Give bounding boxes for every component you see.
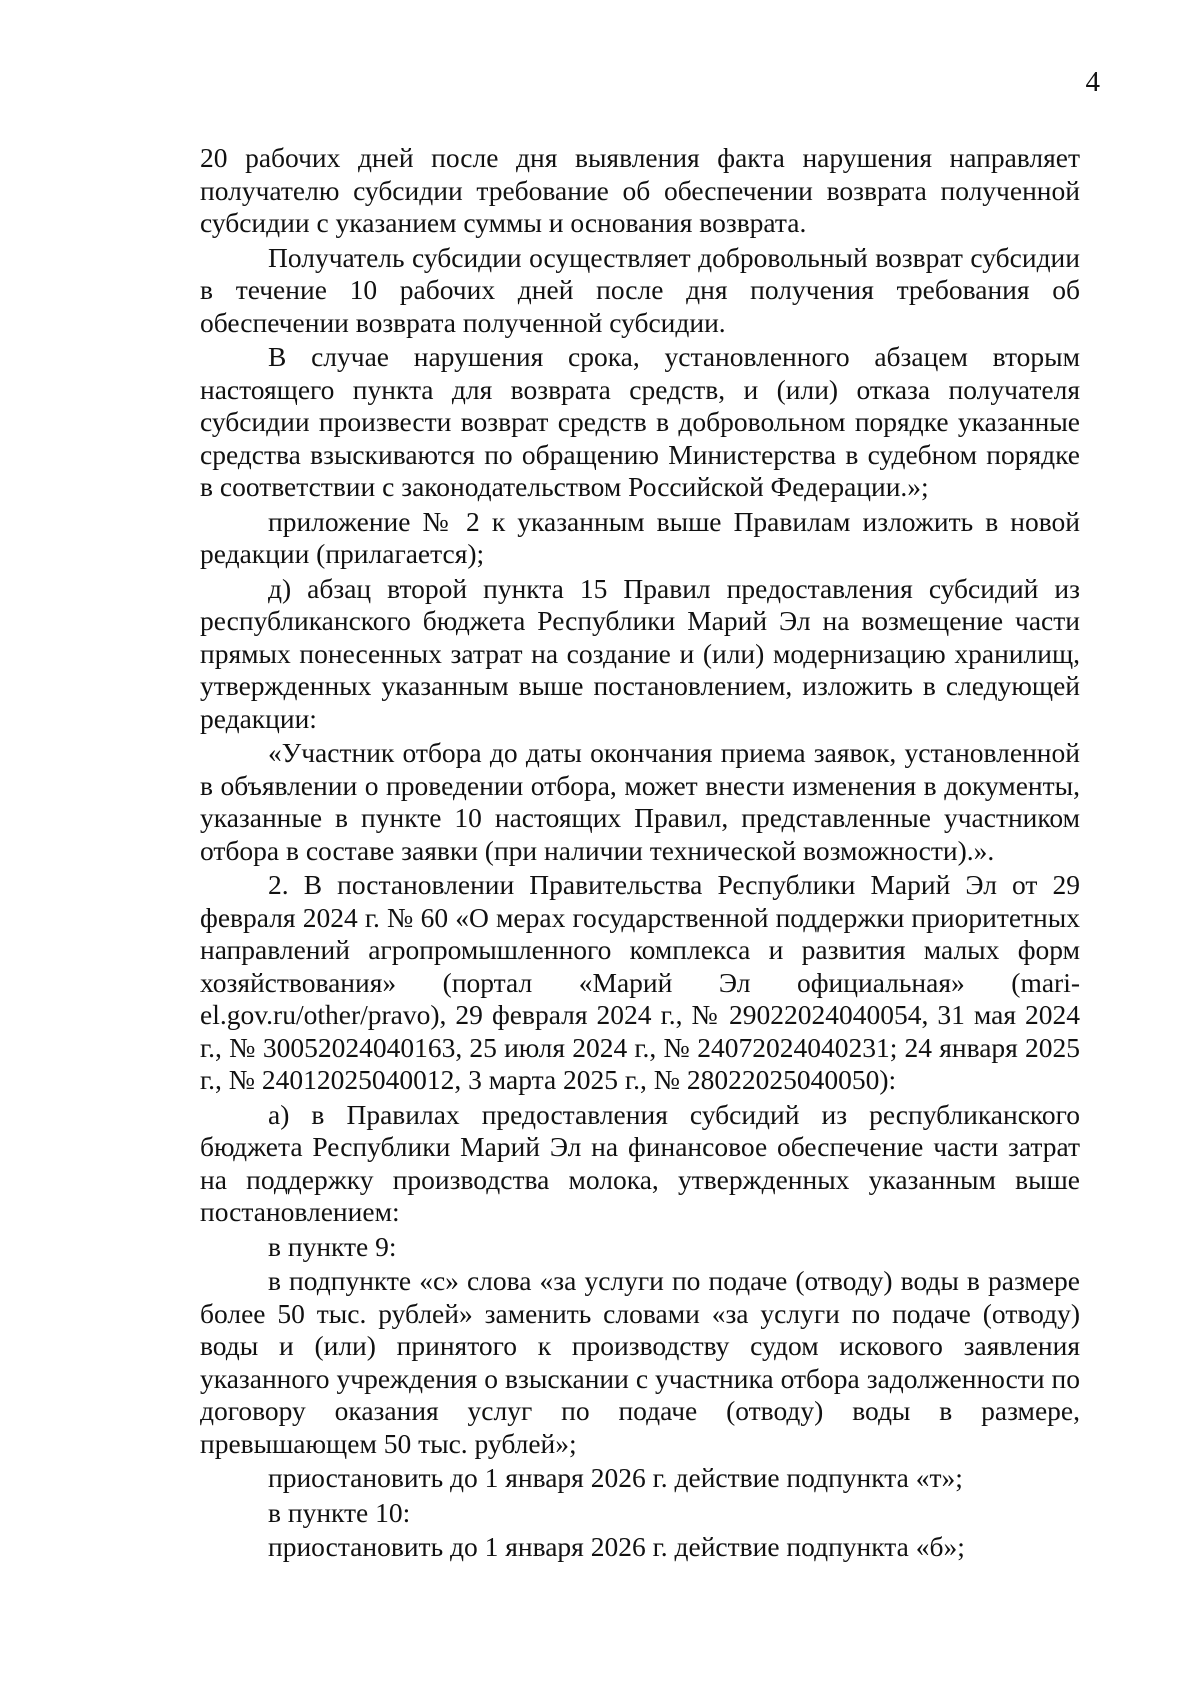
paragraph-suspend-t: приостановить до 1 января 2026 г. действие подпункта «т»; — [268, 1462, 963, 1493]
paragraph-point-9: в пункте 9: — [268, 1230, 397, 1262]
document-body — [200, 142, 1080, 1564]
paragraph-court-recovery: В случае нарушения срока, установленного абзацем вторым настоящего пункта для возврата средств, и (или) отказа получателя субсидии произвести возврат средств в добровольном порядке указанные средства взыскиваются по обращению Министерства в судебном порядке в соответствии с законодательством Российской Федерации.»; — [200, 341, 1080, 502]
paragraph-quoted-rule: «Участник отбора до даты окончания приема заявок, установленной в объявлении о проведении отбора, может внести изменения в документы, указанные в пункте 10 настоящих Правил, представленные участником отбора в составе заявки (при наличии технической возможности).». — [200, 737, 1080, 866]
paragraph-return-demand: 20 рабочих дней после дня выявления факта нарушения направляет получателю субсидии требование об обеспечении возврата полученной субсидии с указанием суммы и основания возврата. — [200, 142, 1080, 238]
page-number: 4 — [1085, 66, 1100, 98]
paragraph-suspend-b: приостановить до 1 января 2026 г. действие подпункта «б»; — [268, 1531, 965, 1562]
paragraph-item-a: а) в Правилах предоставления субсидий из республиканского бюджета Республики Марий Эл на финансовое обеспечение части затрат на поддержку производства молока, утвержденных указанным выше постановлением: — [200, 1098, 1080, 1227]
paragraph-subpoint-s: в подпункте «с» слова «за услуги по подаче (отводу) воды в размере более 50 тыс. рублей» заменить словами «за услуги по подаче (отводу) воды и (или) принятого к производству судом искового заявления указанного учреждения о взыскании с участника отбора задолженности по договору оказания услуг по подаче (отводу) воды в размере, превышающем 50 тыс. рублей»; — [200, 1265, 1080, 1459]
paragraph-voluntary-return: Получатель субсидии осуществляет добровольный возврат субсидии в течение 10 рабочих дней после дня получения требования об обеспечении возврата полученной субсидии. — [200, 241, 1080, 338]
paragraph-item-d: д) абзац второй пункта 15 Правил предоставления субсидий из республиканского бюджета Республики Марий Эл на возмещение части прямых понесенных затрат на создание и (или) модернизацию хранилищ, утвержденных указанным выше постановлением, изложить в следующей редакции: — [200, 572, 1080, 734]
paragraph-appendix-2: приложение № 2 к указанным выше Правилам изложить в новой редакции (прилагается); — [200, 505, 1080, 569]
paragraph-section-2: 2. В постановлении Правительства Республики Марий Эл от 29 февраля 2024 г. № 60 «О мерах государственной поддержки приоритетных направлений агропромышленного комплекса и развития малых форм хозяйствования» (портал «Марий Эл официальная» (mari-el.gov.ru/other/pravo), 29 февраля 2024 г., № 29022024040054, 31 мая 2024 г., № 30052024040163, 25 июля 2024 г., № 24072024040231; 24 января 2025 г., № 24012025040012, 3 марта 2025 г., № 28022025040050): — [200, 869, 1080, 1095]
paragraph-point-10: в пункте 10: — [268, 1496, 411, 1528]
